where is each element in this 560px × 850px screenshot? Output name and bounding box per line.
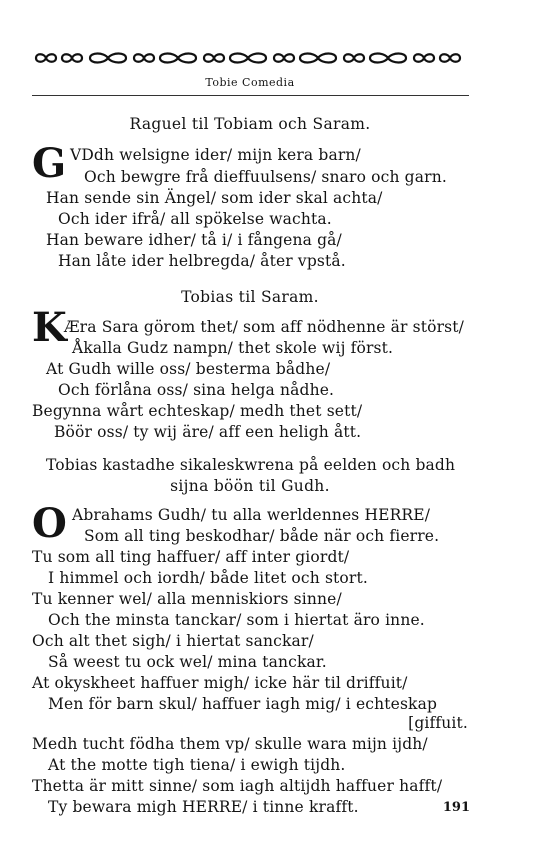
verse-line-turnover: [giffuit.: [408, 714, 468, 732]
verse-line: Och ider ifrå/ all spökelse wachta.: [58, 210, 332, 228]
verse-line: Tu som all ting haffuer/ aff inter giordt/: [32, 548, 350, 566]
verse-line: VDdh welsigne ider/ mijn kera barn/: [70, 146, 361, 164]
verse-line: Men för barn skul/ haffuer iagh mig/ i echteskap: [48, 695, 438, 713]
verse-line: Han låte ider helbregda/ åter vpstå.: [58, 252, 346, 270]
drop-cap: G: [32, 140, 67, 187]
verse-line: Abrahams Gudh/ tu alla werldennes HERRE/: [72, 506, 431, 524]
header-rule: [32, 95, 469, 96]
section-heading-continuation: sijna böön til Gudh.: [170, 477, 330, 495]
verse-line: Böör oss/ ty wij äre/ aff een heligh ått.: [54, 423, 362, 441]
verse-line: Och förlåna oss/ sina helga nådhe.: [58, 381, 335, 399]
verse-line: At the motte tigh tiena/ i ewigh tijdh.: [48, 756, 346, 774]
verse-line: Thetta är mitt sinne/ som iagh altijdh haffuer hafft/: [32, 777, 443, 795]
verse-line: Som all ting beskodhar/ både när och fierre.: [84, 527, 440, 545]
verse-line: Han beware idher/ tå i/ i fångena gå/: [46, 231, 342, 249]
verse-line: Och the minsta tanckar/ som i hiertat äro inne.: [48, 611, 425, 629]
section-heading: Tobias til Saram.: [181, 288, 319, 306]
verse-line: Medh tucht födha them vp/ skulle wara mijn ijdh/: [32, 735, 428, 753]
running-head: Tobie Comedia: [205, 76, 295, 89]
verse-line: Begynna wårt echteskap/ medh thet sett/: [32, 402, 363, 420]
verse-line: Han sende sin Ängel/ som ider skal achta/: [46, 189, 383, 207]
verse-line: I himmel och iordh/ både litet och stort.: [48, 569, 368, 587]
verse-line: Åkalla Gudz nampn/ thet skole wij först.: [72, 339, 394, 357]
verse-line: At okyskheet haffuer migh/ icke här til driffuit/: [32, 674, 408, 692]
verse-line: Och bewgre frå dieffuulsens/ snaro och garn.: [84, 168, 447, 186]
drop-cap: K: [32, 304, 67, 351]
page-number: 191: [442, 800, 470, 815]
verse-line: Ty bewara migh HERRE/ i tinne krafft.: [48, 798, 359, 816]
verse-line: Och alt thet sigh/ i hiertat sanckar/: [32, 632, 314, 650]
drop-cap: O: [32, 500, 67, 547]
verse-line: Tu kenner wel/ alla menniskiors sinne/: [32, 590, 342, 608]
verse-line: Så weest tu ock wel/ mina tanckar.: [48, 653, 327, 671]
section-heading: Tobias kastadhe sikaleskwrena på eelden och badh: [46, 456, 456, 474]
section-heading: Raguel til Tobiam och Saram.: [129, 115, 371, 133]
verse-line: At Gudh wille oss/ besterma bådhe/: [46, 360, 331, 378]
verse-line: Æra Sara görom thet/ som aff nödhenne är störst/: [64, 318, 465, 336]
decorative-border-icon: [32, 50, 469, 66]
